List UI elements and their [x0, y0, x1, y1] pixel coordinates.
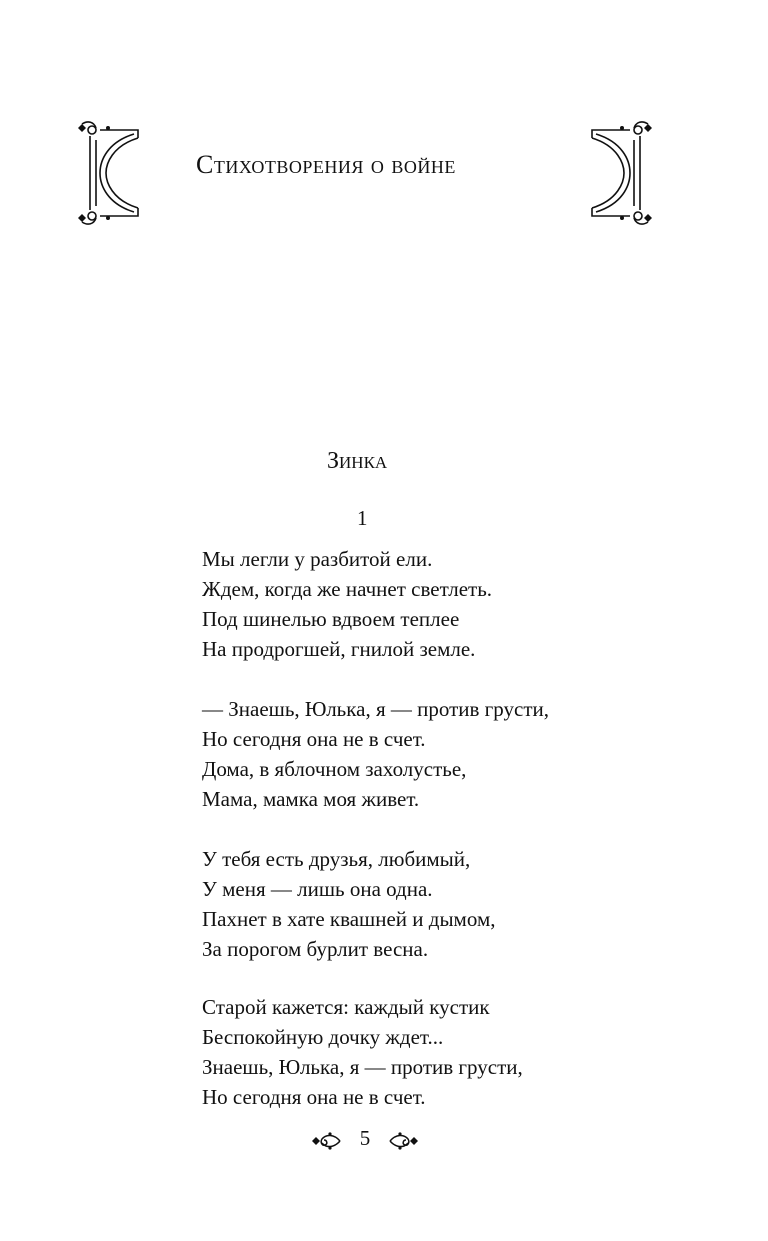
poem-line: Дома, в яблочном захолустье, — [202, 757, 467, 781]
poem-line: Старой кажется: каждый кустик — [202, 995, 490, 1019]
stanza — [202, 844, 495, 964]
page-number: 5 — [359, 1126, 371, 1150]
left-flourish-icon — [310, 1130, 344, 1152]
poem-line: Но сегодня она не в счет. — [202, 1085, 426, 1109]
poem-line: Мама, мамка моя живет. — [202, 787, 420, 811]
poem-line: У тебя есть друзья, любимый, — [202, 847, 471, 871]
right-flourish-icon — [386, 1130, 420, 1152]
poem-line: — Знаешь, Юлька, я — против грусти, — [202, 697, 549, 721]
poem-line: На продрогшей, гнилой земле. — [202, 637, 476, 661]
stanza — [202, 992, 523, 1112]
right-frame-ornament-icon — [588, 118, 654, 228]
poem-line: Ждем, когда же начнет светлеть. — [202, 577, 493, 601]
poem-line: Под шинелью вдвоем теплее — [202, 607, 460, 631]
page-footer — [310, 1124, 420, 1158]
poem-part-number: 1 — [357, 506, 368, 530]
poem-title: Зинка — [327, 448, 388, 474]
poem-line: За порогом бурлит весна. — [202, 937, 429, 961]
poem-line: Беспокойную дочку ждет... — [202, 1025, 444, 1049]
left-frame-ornament-icon — [76, 118, 142, 228]
poem-line: Пахнет в хате квашней и дымом, — [202, 907, 496, 931]
poem-line: Но сегодня она не в счет. — [202, 727, 426, 751]
section-title: Стихотворения о войне — [196, 150, 456, 179]
stanza — [202, 544, 492, 664]
poem-line: Знаешь, Юлька, я — против грусти, — [202, 1055, 523, 1079]
poem-line: У меня — лишь она одна. — [202, 877, 433, 901]
poem-line: Мы легли у разбитой ели. — [202, 547, 433, 571]
stanza — [202, 694, 549, 814]
